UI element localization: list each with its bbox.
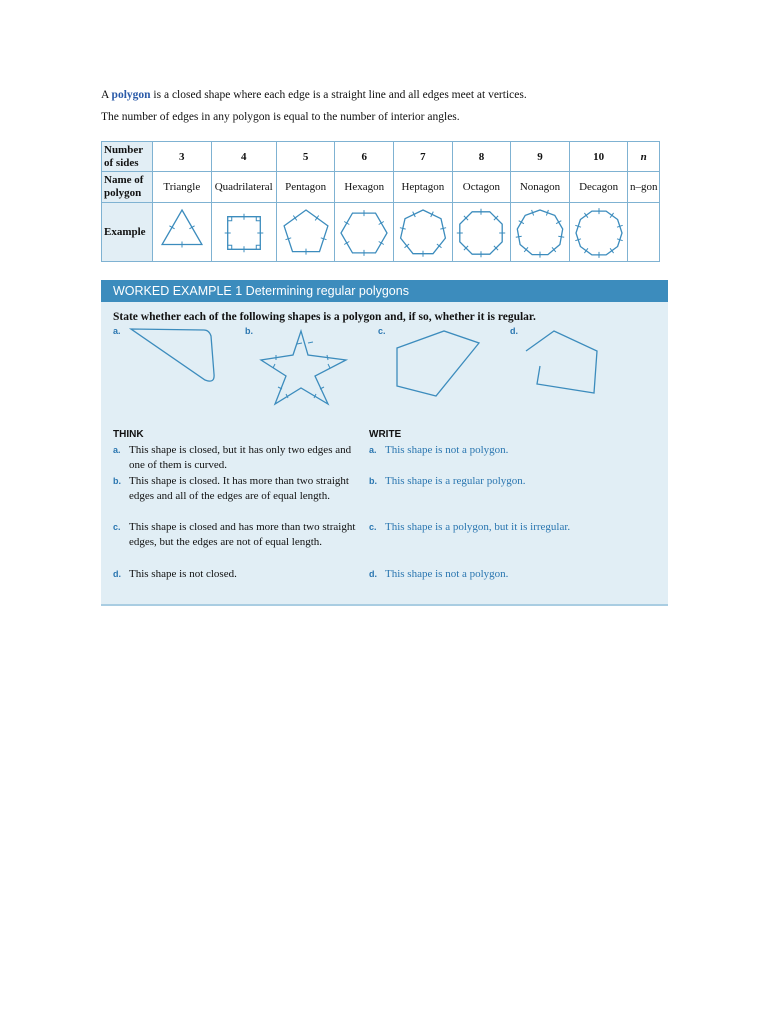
step-label: a. — [113, 445, 121, 455]
sides-cell: 8 — [452, 142, 511, 172]
shape-label-b: b. — [245, 326, 253, 336]
triangle-example — [153, 203, 212, 262]
row-header-names: Name of polygon — [102, 172, 153, 203]
name-cell: Hexagon — [335, 172, 394, 203]
name-cell: n–gon — [628, 172, 660, 203]
hexagon-shape-icon — [338, 206, 390, 258]
answer-label: d. — [369, 569, 377, 579]
step-label: b. — [113, 476, 121, 486]
decagon-example — [569, 203, 628, 262]
triangle-shape-icon — [156, 206, 208, 258]
answer-label: c. — [369, 522, 377, 532]
step-text: This shape is closed, but it has only two edges and one of them is curved. — [129, 444, 352, 471]
sides-cell: n — [628, 142, 660, 172]
nonagon-shape-icon — [514, 206, 566, 258]
shape-c-irregular-pentagon — [397, 331, 479, 396]
octagon-example — [452, 203, 511, 262]
shape-d-open — [526, 331, 597, 393]
sides-cell: 3 — [153, 142, 212, 172]
table-row-names — [102, 172, 660, 203]
intro-text — [101, 88, 671, 132]
polygon-table — [101, 141, 660, 262]
shape-label-d: d. — [510, 326, 518, 336]
step-text: This shape is closed and has more than two straight edges, but the edges are not of equal length. — [129, 521, 356, 548]
table-row-sides — [102, 142, 660, 172]
worked-example-panel — [101, 280, 668, 606]
table-row-examples — [102, 203, 660, 262]
step-text: This shape is not closed. — [129, 568, 237, 580]
answer-text: This shape is not a polygon. — [385, 568, 509, 580]
pentagon-shape-icon — [280, 206, 332, 258]
name-cell: Nonagon — [511, 172, 570, 203]
heptagon-example — [394, 203, 453, 262]
heptagon-shape-icon — [397, 206, 449, 258]
sides-cell: 5 — [276, 142, 335, 172]
name-cell: Octagon — [452, 172, 511, 203]
octagon-shape-icon — [455, 206, 507, 258]
worked-example-question: State whether each of the following shapes is a polygon and, if so, whether it is regular. — [113, 311, 536, 323]
name-cell: Heptagon — [394, 172, 453, 203]
answer-label: b. — [369, 476, 377, 486]
nonagon-example — [511, 203, 570, 262]
name-cell: Decagon — [569, 172, 628, 203]
sides-cell: 6 — [335, 142, 394, 172]
definition-prefix: A — [101, 89, 112, 101]
name-cell: Triangle — [153, 172, 212, 203]
answer-text: This shape is not a polygon. — [385, 444, 509, 456]
edges-angles-note: The number of edges in any polygon is equal to the number of interior angles. — [101, 111, 460, 123]
square-example — [211, 203, 276, 262]
step-label: d. — [113, 569, 121, 579]
definition-suffix: is a closed shape where each edge is a straight line and all edges meet at vertices. — [150, 89, 527, 101]
row-header-example: Example — [102, 203, 153, 262]
worked-example-title: WORKED EXAMPLE 1 Determining regular polygons — [101, 280, 668, 302]
shape-label-a: a. — [113, 326, 121, 336]
pentagon-example — [276, 203, 335, 262]
example-shapes — [101, 280, 668, 420]
decagon-shape-icon — [573, 206, 625, 258]
polygon-definition — [101, 88, 671, 102]
answer-label: a. — [369, 445, 377, 455]
sides-cell: 4 — [211, 142, 276, 172]
shape-a-curved-closed — [131, 329, 214, 381]
hexagon-example — [335, 203, 394, 262]
answer-text: This shape is a polygon, but it is irregular. — [385, 521, 571, 533]
write-header: WRITE — [369, 429, 402, 440]
square-shape-icon — [218, 206, 270, 258]
shape-label-c: c. — [378, 326, 386, 336]
name-cell: Quadrilateral — [211, 172, 276, 203]
step-text: This shape is closed. It has more than two straight edges and all of the edges are of equal length. — [129, 475, 349, 502]
ngon-example-empty — [628, 203, 660, 262]
sides-cell: 7 — [394, 142, 453, 172]
step-label: c. — [113, 522, 121, 532]
answer-text: This shape is a regular polygon. — [385, 475, 526, 487]
sides-cell: 9 — [511, 142, 570, 172]
think-header: THINK — [113, 429, 144, 440]
polygon-keyword: polygon — [111, 89, 151, 101]
row-header-sides: Number of sides — [102, 142, 153, 172]
sides-cell: 10 — [569, 142, 628, 172]
name-cell: Pentagon — [276, 172, 335, 203]
